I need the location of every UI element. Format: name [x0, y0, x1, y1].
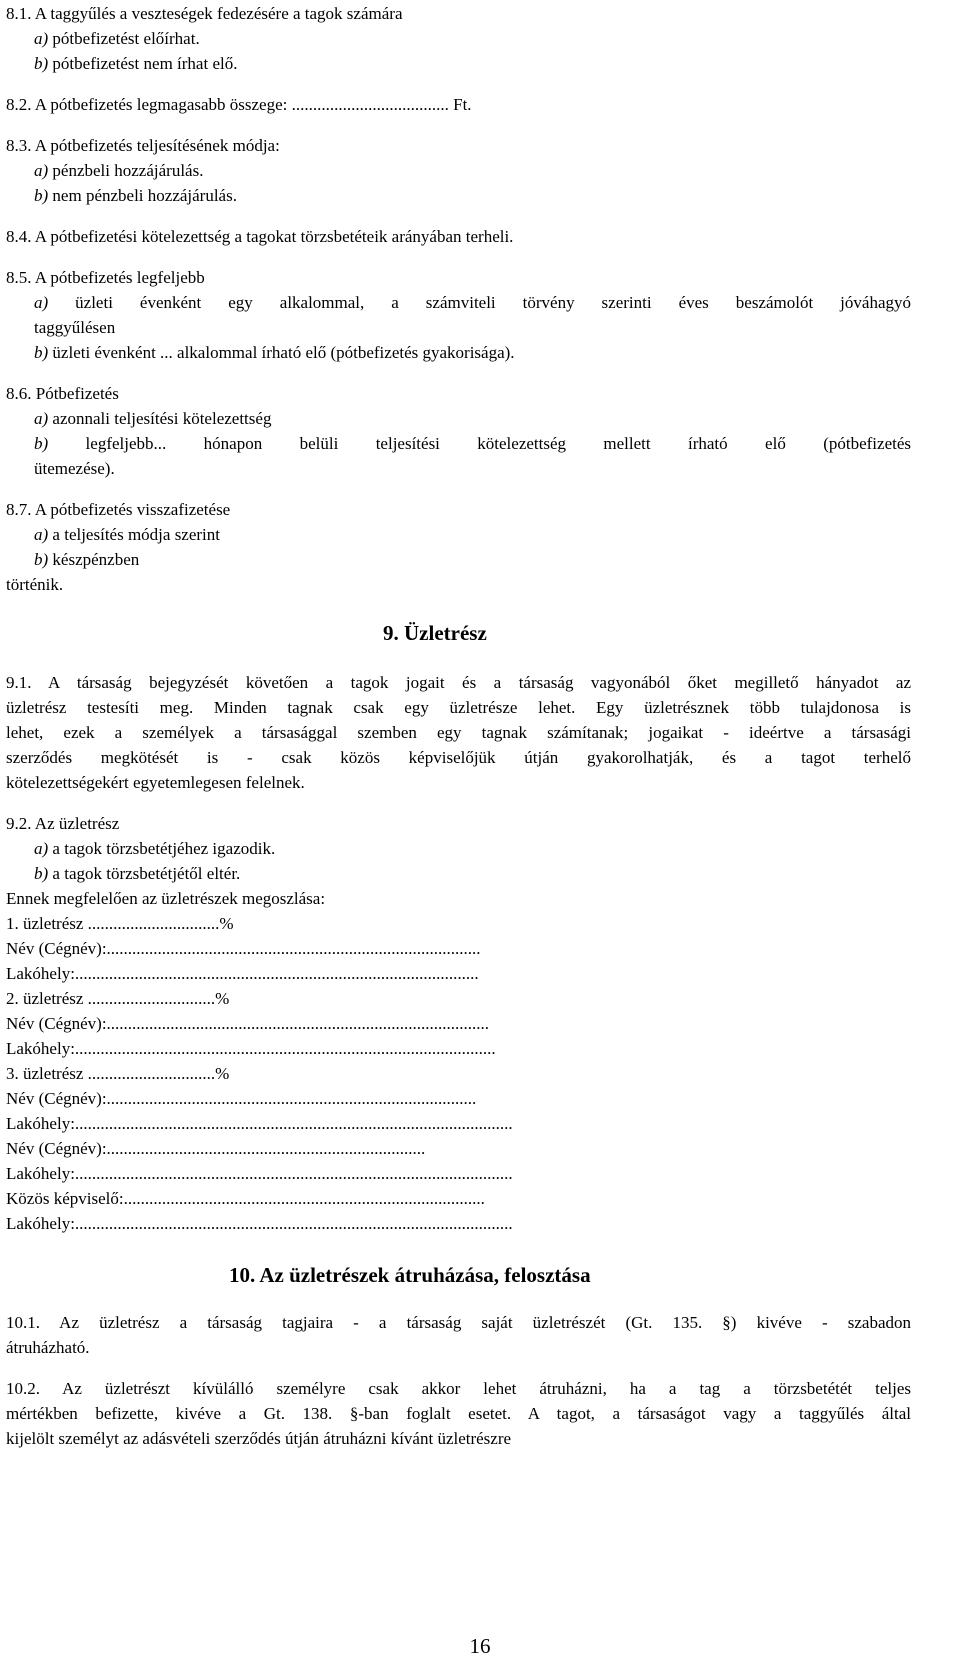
paragraph-10-2-line: 10.2. Az üzletrészt kívülálló személyre csak akkor lehet átruházni, ha a tag a törzsbetétét teljes: [6, 1379, 911, 1398]
option-marker: a): [34, 409, 49, 428]
option-text: pótbefizetést előírhat.: [48, 29, 200, 48]
section-8-5-option-b: [34, 340, 515, 366]
paragraph-9-1-line: szerződés megkötését is - csak közös képviselőjük útján gyakorolhatják, és a tagot terhelő: [6, 748, 911, 767]
share-1-residence: Lakóhely:...............................................................................................: [6, 964, 479, 983]
share-3-name-2: Név (Cégnév):...........................................................................: [6, 1139, 426, 1158]
section-8-2: 8.2. A pótbefizetés legmagasabb összege: ..................................... Ft.: [6, 95, 472, 114]
option-marker: b): [34, 434, 49, 453]
share-3-name-1: Név (Cégnév):.......................................................................................: [6, 1089, 477, 1108]
share-2-residence: Lakóhely:...................................................................................................: [6, 1039, 496, 1058]
option-marker: a): [34, 525, 49, 544]
page-number: 16: [469, 1634, 491, 1658]
option-marker: b): [34, 550, 49, 569]
option-text: a tagok törzsbetétjétől eltér.: [48, 864, 241, 883]
section-8-7-tail: történik.: [6, 575, 64, 594]
section-9-2-option-b: [34, 861, 240, 887]
option-marker: b): [34, 864, 49, 883]
option-text: üzleti évenként ... alkalommal írható elő (pótbefizetés gyakorisága).: [48, 343, 515, 362]
section-8-6-heading: 8.6. Pótbefizetés: [6, 384, 119, 403]
section-8-1-heading: 8.1. A taggyűlés a veszteségek fedezésére a tagok számára: [6, 4, 403, 23]
section-8-1-option-a: [34, 26, 200, 52]
option-text: készpénzben: [48, 550, 140, 569]
section-8-5-heading: 8.5. A pótbefizetés legfeljebb: [6, 268, 205, 287]
section-8-6-option-b: [34, 431, 911, 457]
share-3-residence-2: Lakóhely:.......................................................................................................: [6, 1164, 513, 1183]
section-8-3-heading: 8.3. A pótbefizetés teljesítésének módja:: [6, 136, 280, 155]
paragraph-10-2-line: mértékben befizette, kivéve a Gt. 138. §-ban foglalt esetet. A tagot, a társaságot vagy a taggyűlés által: [6, 1404, 911, 1423]
option-text: üzleti évenként egy alkalommal, a számviteli törvény szerinti éves beszámolót jóváhagyó: [48, 293, 911, 312]
section-8-4: 8.4. A pótbefizetési kötelezettség a tagokat törzsbetéteik arányában terheli.: [6, 227, 514, 246]
joint-representative: Közös képviselő:.....................................................................................: [6, 1189, 485, 1208]
chapter-9-title: 9. Üzletrész: [383, 621, 487, 645]
joint-representative-residence: Lakóhely:.......................................................................................................: [6, 1214, 513, 1233]
section-9-2-option-a: [34, 836, 275, 862]
option-text: legfeljebb... hónapon belüli teljesítési kötelezettség mellett írható elő (pótbefizetés: [48, 434, 911, 453]
distribution-intro: Ennek megfelelően az üzletrészek megoszlása:: [6, 889, 326, 908]
section-8-3-option-b: [34, 183, 237, 209]
share-3-percentage: 3. üzletrész ..............................%: [6, 1064, 230, 1083]
share-1-percentage: 1. üzletrész ...............................%: [6, 914, 234, 933]
section-8-7-option-a: [34, 522, 220, 548]
section-8-7-option-b: [34, 547, 139, 573]
option-text: azonnali teljesítési kötelezettség: [48, 409, 272, 428]
option-marker: a): [34, 293, 49, 312]
option-text: a tagok törzsbetétjéhez igazodik.: [48, 839, 276, 858]
paragraph-9-1-line: kötelezettségekért egyetemlegesen felelnek.: [6, 773, 305, 792]
option-text: pótbefizetést nem írhat elő.: [48, 54, 238, 73]
option-text: a teljesítés módja szerint: [48, 525, 221, 544]
section-8-6-option-a: [34, 406, 271, 432]
paragraph-10-2-line: kijelölt személyt az adásvételi szerződés útján átruházni kívánt üzletrészre: [6, 1429, 512, 1448]
chapter-10-title: 10. Az üzletrészek átruházása, felosztása: [229, 1263, 591, 1287]
paragraph-9-1-line: lehet, ezek a személyek a társasággal szemben egy tagnak számítanak; jogaikat - ideértve a társasági: [6, 723, 911, 742]
section-8-5-option-a: [34, 290, 911, 316]
share-2-percentage: 2. üzletrész ..............................%: [6, 989, 230, 1008]
option-marker: b): [34, 343, 49, 362]
paragraph-10-1-line: átruházható.: [6, 1338, 90, 1357]
section-8-5-option-a-cont: taggyűlésen: [34, 318, 116, 337]
option-marker: a): [34, 839, 49, 858]
paragraph-9-1-line: 9.1. A társaság bejegyzését követően a tagok jogait és a társaság vagyonából őket megillető hányadot az: [6, 673, 911, 692]
section-8-3-option-a: [34, 158, 203, 184]
paragraph-10-1-line: 10.1. Az üzletrész a társaság tagjaira - a társaság saját üzletrészét (Gt. 135. §) kivéve - szabadon: [6, 1313, 911, 1332]
share-2-name: Név (Cégnév):..........................................................................................: [6, 1014, 490, 1033]
section-9-2-heading: 9.2. Az üzletrész: [6, 814, 120, 833]
option-marker: a): [34, 161, 49, 180]
option-marker: b): [34, 186, 49, 205]
share-1-name: Név (Cégnév):........................................................................................: [6, 939, 481, 958]
option-text: pénzbeli hozzájárulás.: [48, 161, 204, 180]
option-text: nem pénzbeli hozzájárulás.: [48, 186, 237, 205]
option-marker: b): [34, 54, 49, 73]
section-8-7-heading: 8.7. A pótbefizetés visszafizetése: [6, 500, 231, 519]
section-8-1-option-b: [34, 51, 237, 77]
share-3-residence-1: Lakóhely:.......................................................................................................: [6, 1114, 513, 1133]
section-8-6-option-b-cont: ütemezése).: [34, 459, 115, 478]
option-marker: a): [34, 29, 49, 48]
paragraph-9-1-line: üzletrész testesíti meg. Minden tagnak csak egy üzletrésze lehet. Egy üzletrésznek több tulajdonosa is: [6, 698, 911, 717]
